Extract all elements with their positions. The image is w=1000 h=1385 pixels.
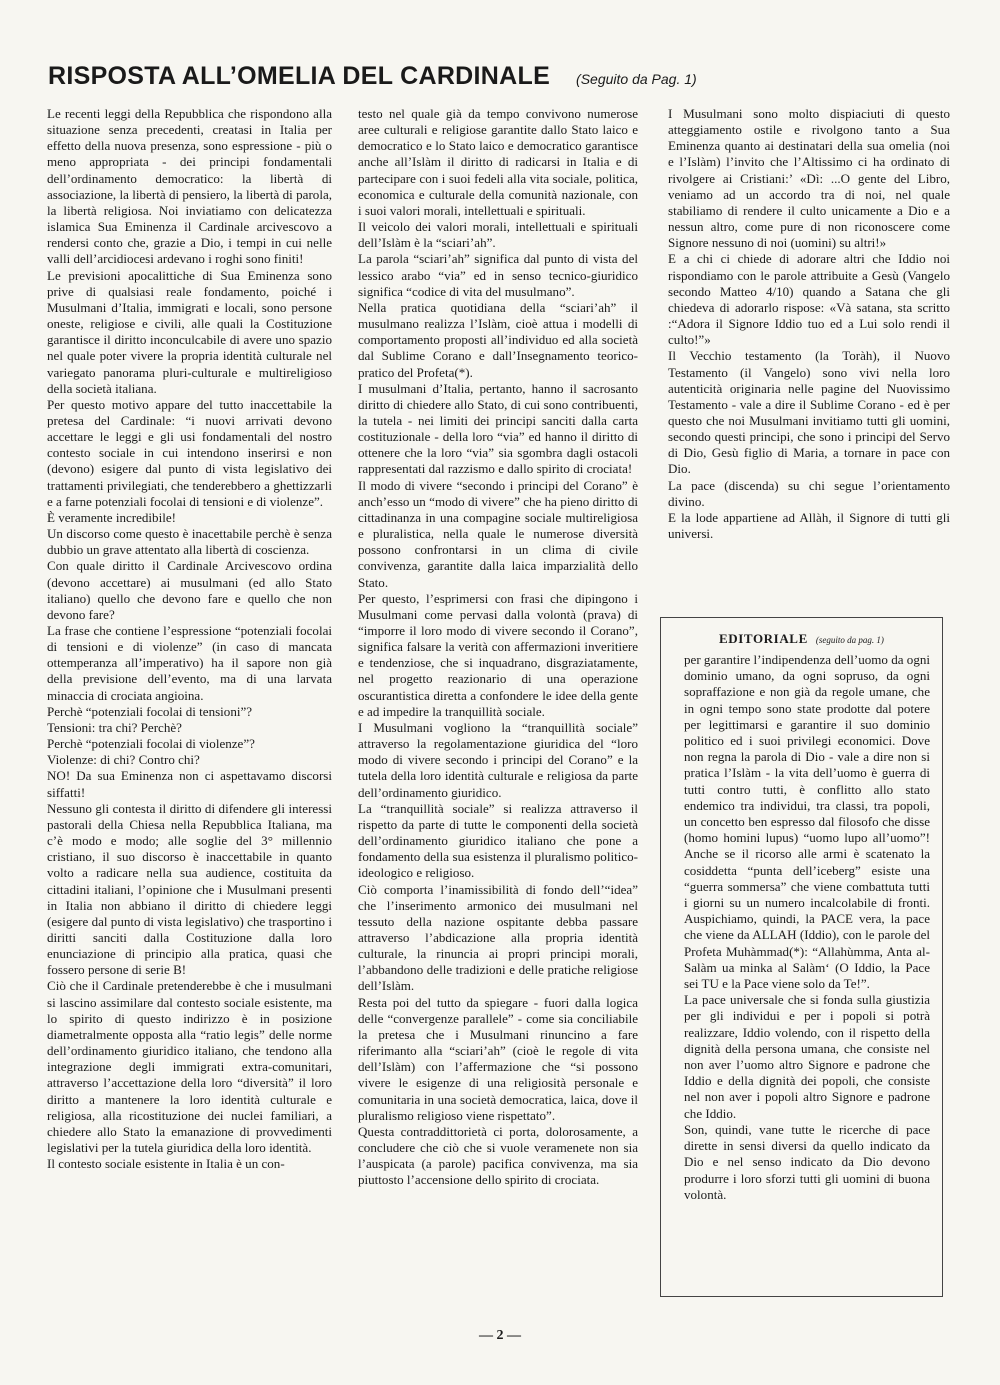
paragraph: Un discorso come questo è inacettabile perchè è senza dubbio un grave attentato alla libertà di coscienza. bbox=[47, 526, 332, 558]
paragraph: NO! Da sua Eminenza non ci aspettavamo discorsi siffatti! bbox=[47, 768, 332, 800]
editorial-header bbox=[661, 618, 942, 648]
paragraph: E a chi ci chiede di adorare altri che Iddio noi rispondiamo con le parole attribuite a Gesù (Vangelo secondo Matteo 4/10) quando a Satana che gli chiedeva di adorarlo rispose: «Và satana, sta scritto :“Adora il Signore Iddio tuo ed a Lui solo rendi il culto!”» bbox=[668, 251, 950, 348]
article-column-3 bbox=[668, 106, 950, 586]
paragraph: I musulmani d’Italia, pertanto, hanno il sacrosanto diritto di chiedere allo Stato, di cui sono contribuenti, la tutela - nei limiti dei principi sanciti dalla carta costituzionale - della loro “via” ed hanno il diritto di ottenere che la loro “via” sia sgombra dagli ostacoli rappresentati dal razzismo e dallo spirito di crociata! bbox=[358, 380, 638, 477]
paragraph: I Musulmani vogliono la “tranquillità sociale” attraverso la regolamentazione giuridica del “loro modo di vivere secondo i principi del Corano” e la tutela della loro identità culturale e religiosa da parte dell’ordinamento giuridico. bbox=[358, 719, 638, 800]
editorial-body bbox=[684, 652, 930, 1203]
paragraph: Il veicolo dei valori morali, intellettuali e spirituali dell’Islàm è la “sciari’ah”. bbox=[358, 219, 638, 251]
paragraph: È veramente incredibile! bbox=[47, 509, 176, 525]
paragraph: Resta poi del tutto da spiegare - fuori dalla logica delle “convergenze parallele” - come sia conciliabile la pretesa che i Musulmani rinuncino a fare riferimanto alla “sciari’ah” (cioè le regole di vita dell’Islàm) con l’affermazione che “si possono vivere le esigenze di una religiosità personale e comunitaria in una società democratica, laica, dove il pluralismo religioso viene rispettato”. bbox=[358, 994, 638, 1123]
paragraph: I Musulmani sono molto dispiaciuti di questo atteggiamento ostile e rivolgono tanto a Sua Eminenza quanto ai destinatari della sua omelia (noi e l’Islàm) l’invito che l’Altissimo ci ha ordinato di rivolgere ai Cristiani:’ «Dì: ...O gente del Libro, veniamo ad un accordo tra di noi, nel quale stabiliamo di rendere il culto unicamente a Dio e a nessun altro, come pure di non riconoscere come Signore nessuno di noi (uomini) su altri!» bbox=[668, 106, 950, 251]
paragraph: Per questo motivo appare del tutto inaccettabile la pretesa del Cardinale: “i nuovi arrivati devono accettare le leggi e gli usi fondamentali del nostro contesto sociale in cui intendono inserirsi e non (devono) esigere dal punto di vista legislativo dei trattamenti privilegiati, che tenderebbero a ghettizzarli e a farne potenziali focolai di tensioni e di violenze”. bbox=[47, 396, 332, 509]
paragraph: Nessuno gli contesta il diritto di difendere gli interessi pastorali della Chiesa nella Repubblica Italiana, ma c’è modo e modo; alle soglie del 3° millennio cristiano, il suo discorso è inaccettabile in quanto volto a radicare nella sua audience, costituita da cittadini italiani, l’opinione che i Musulmani presenti in Italia non abbiano il diritto di chiedere leggi (esigere dal punto di vista legislativo) che trasportino i diritti sanciti dalla Costituzione dalla loro enunciazione di principio alla pratica, quasi che fossero persone di serie B! bbox=[47, 800, 332, 978]
article-header bbox=[48, 62, 948, 96]
article-title: RISPOSTA ALL’OMELIA DEL CARDINALE bbox=[48, 62, 551, 90]
article-continuation-note: (Seguito da Pag. 1) bbox=[576, 71, 697, 87]
paragraph: La “tranquillità sociale” si realizza attraverso il rispetto da parte di tutte le componenti della società dell’ordinamento giuridico italiano che pone a fondamento della sua esistenza il pluralismo politico-ideologico e religioso. bbox=[358, 800, 638, 881]
paragraph: La pace universale che si fonda sulla giustizia per gli individui e per i popoli si potrà realizzare, Iddio volendo, con il rispetto della dignità della persona umana, che consiste nel non aver l’uomo altro Signore e padrone che Iddio e della dignità dei popoli, che consiste nel non aver i popoli altro Signore e padrone che Iddio. bbox=[684, 992, 930, 1121]
article-column-2 bbox=[358, 106, 638, 1311]
editorial-title: EDITORIALE bbox=[719, 631, 808, 646]
paragraph: Ciò comporta l’inamissibilità di fondo dell’“idea” che l’inserimento armonico dei musulmani nel tessuto della nazione ospitante debba passare attraverso l’abdicazione alla propria identità culturale, la rinuncia ai propri principi morali, l’abbandono delle tradizioni e delle pratiche religiose dell’Islàm. bbox=[358, 881, 638, 994]
paragraph: Il Vecchio testamento (la Toràh), il Nuovo Testamento (il Vangelo) sono vivi nella loro autenticità originaria nelle pagine del Nuovissimo Testamento - vale a dire il Sublime Corano - ed è per questo che noi Musulmani invitiamo tutti gli uomini, secondo questi principi, che sono i principi del Servo di Dio, Gesù figlio di Maria, a tornare in pace con Dio. bbox=[668, 348, 950, 477]
paragraph: La frase che contiene l’espressione “potenziali focolai di tensioni e di violenze” (in caso di mancata ottemperanza all’imperativo) ha il sapore non già della previsione dell’evento, ma di una larvata minaccia di crociata angioina. bbox=[47, 623, 332, 703]
paragraph: Le recenti leggi della Repubblica che rispondono alla situazione senza precedenti, creatasi in Italia per effetto della nuova presenza, sono espressione - più o meno appropriata - dei principi fondamentali dell’ordinamento democratico: la libertà di associazione, la libertà di pensiero, la libertà di parola, la libertà religiosa. Noi inviatiamo con delicatezza islamica Sua Eminenza il Cardinale arcivescovo a rendersi conto che, grazie a Dio, i tempi in cui nelle valli dell’arcidiocesi ardevano i roghi sono finiti! bbox=[47, 106, 332, 267]
paragraph: Questa contraddittorietà ci porta, dolorosamente, a concludere che ciò che si vuole veramenete non sia l’auspicata (a parole) pacifica convivenza, ma sia piuttosto l’accensione dello spirito di crociata. bbox=[358, 1123, 638, 1188]
paragraph: per garantire l’indipendenza dell’uomo da ogni dominio umano, da ogni sopruso, da ogni sopraffazione e non già da regole umane, che in ogni tempo sono state prodotte dal potere per legittimarsi e garantire il suo dominio politico ed i suoi privilegi economici. Dove non regna la parola di Dio - vale a dire non si pratica l’Islàm - la vita dell’uomo è guerra di tutti contro tutti, è conflitto allo stato endemico tra individui, tra classi, tra popoli, un concetto ben espresso dal filosofo che disse (homo homini lupus) “uomo lupo all’uomo”! Anche se il ricorso alle armi è scatenato la cosiddetta “punta dell’iceberg” esiste una “guerra sommersa” che viene combattuta tutti i giorni su un numero incalcolabile di fronti. Auspichiamo, quindi, la PACE vera, la pace che viene da ALLAH (Iddio), con le parole del Profeta Muhàmmad(*): “Allahùmma, Anta al-Salàm ua minka al Salàm‘ (O Iddio, la Pace sei TU e la Pace viene solo da Te!”. bbox=[684, 652, 930, 992]
paragraph: Violenze: di chi? Contro chi? bbox=[47, 752, 200, 768]
editorial-box bbox=[660, 617, 943, 1297]
paragraph: Le previsioni apocalittiche di Sua Eminenza sono prive di qualsiasi reale fondamento, poiché i Musulmani d’Italia, immigrati e locali, sono persone oneste, religiose e civili, alle quali la Costituzione garantisce il diritto inconculcabile di avere uno spazio nel quale poter vivere la propria identità culturale nel variegato panorama pluri-culturale e multireligioso della società italiana. bbox=[47, 267, 332, 396]
paragraph: Il contesto sociale esistente in Italia è un con- bbox=[47, 1156, 285, 1172]
paragraph: Per questo, l’esprimersi con frasi che dipingono i Musulmani come pervasi dalla volontà (prava) di “imporre il loro modo di vivere secondo il Corano”, significa falsare la verità con affermazioni inveritiere e tendenziose, che si inquadrano, disgraziatamente, nel progetto reazionario di una operazione oscurantistica diretta a confondere le idee della gente e ad impedire la tranquillità sociale. bbox=[358, 590, 638, 719]
paragraph: Perchè “potenziali focolai di tensioni”? bbox=[47, 703, 253, 719]
paragraph: E la lode appartiene ad Allàh, il Signore di tutti gli universi. bbox=[668, 509, 950, 542]
paragraph: La parola “sciari’ah” significa dal punto di vista del lessico arabo “via” ed in senso tecnico-giuridico significa “codice di vita del musulmano”. bbox=[358, 251, 638, 299]
paragraph: Il modo di vivere “secondo i principi del Corano” è anch’esso un “modo di vivere” che ha pieno diritto di cittadinanza in una compagine sociale multireligiosa e pluralistica, nella quale le numerose diversità possono confrontarsi in un clima di civile convivenza, garantite dalla laica imparzialità dello Stato. bbox=[358, 477, 638, 590]
paragraph: Tensioni: tra chi? Perchè? bbox=[47, 719, 182, 735]
paragraph: Son, quindi, vane tutte le ricerche di pace dirette in sensi diversi da quello indicato da Dio e nel senso indicato da Dio devono produrre i loro sforzi tutti gli uomini di buona volontà. bbox=[684, 1121, 930, 1202]
editorial-continuation-note: (seguito da pag. 1) bbox=[815, 635, 884, 645]
paragraph: Nella pratica quotidiana della “sciari’ah” il musulmano realizza l’Islàm, cioè attua i modelli di comportamento proposti all’individuo ed alla società dal Sublime Corano e dall’Insegnamento teorico-pratico del Profeta(*). bbox=[358, 299, 638, 380]
paragraph: testo nel quale già da tempo convivono numerose aree culturali e religiose garantite dallo Stato laico e democratico e lo Stato laico e democratico garantisce anche all’Islàm il diritto di radicarsi in Italia e di partecipare con i suoi fedeli alla vita sociale, politica, economica e culturale della comunità nazionale, con i suoi valori morali, intellettuali e spirituali. bbox=[358, 106, 638, 218]
paragraph: La pace (discenda) su chi segue l’orientamento divino. bbox=[668, 477, 950, 509]
paragraph: Ciò che il Cardinale pretenderebbe è che i musulmani si lascino assimilare dal contesto sociale esistente, ma lo spirito di questo indirizzo è in posizione diametralmente opposta alla “ratio legis” delle norme dell’ordinamento giuridico italiano, che tendono alla integrazione degli immigrati extra-comunitari, attraverso l’accettazione della loro “diversità” il loro diritto a mantenere la loro identità culturale e religiosa, alla ricostituzione dei nuclei familiari, a chiedere allo Stato la emanazione di provvedimenti legislativi per la tutela giuridica della loro identità. bbox=[47, 978, 332, 1155]
page-number: — 2 — bbox=[479, 1328, 521, 1343]
paragraph: Con quale diritto il Cardinale Arcivescovo ordina (devono accettare) ai musulmani (ed allo Stato italiano) quello che devono fare e quello che non devono fare? bbox=[47, 558, 332, 622]
article-column-1 bbox=[47, 106, 332, 1311]
paragraph: Perchè “potenziali focolai di violenze”? bbox=[47, 736, 255, 752]
